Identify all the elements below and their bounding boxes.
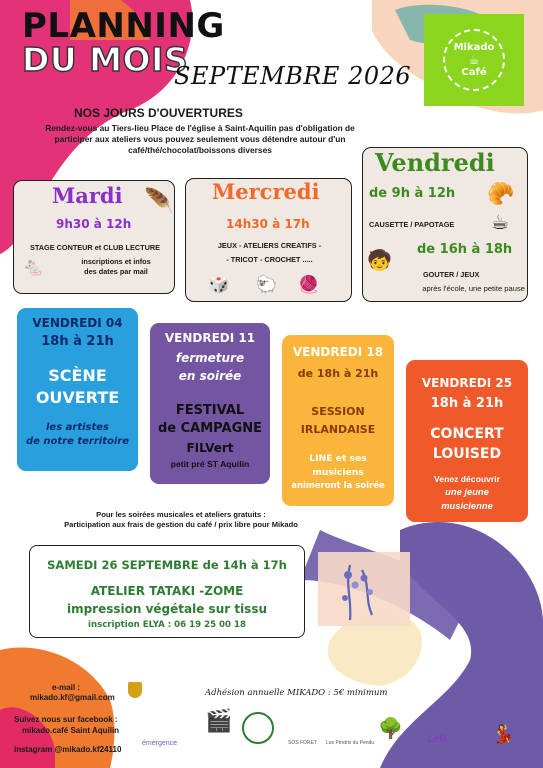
croissant-icon: 🥐 (487, 182, 515, 207)
event-desc-line1: LINE et ses (309, 453, 367, 464)
tree-icon: 🌳 (378, 718, 403, 740)
event-date: VENDREDI 18 (292, 345, 384, 359)
sheep-icon: 🐑 (256, 275, 278, 295)
event-date: VENDREDI 04 (32, 316, 123, 330)
dancers-icon: 💃 (492, 724, 515, 744)
vendredi-day: Vendredi (375, 148, 495, 177)
atelier-subtitle: impression végétale sur tissu (66, 602, 268, 616)
note-line1: Pour les soirées musicales et ateliers gratuits : (96, 510, 266, 519)
event-title-line2: IRLANDAISE (300, 423, 376, 436)
event-title-line1: SESSION (311, 405, 365, 418)
kids-icon: 🧒 (367, 248, 392, 272)
mercredi-day: Mercredi (212, 179, 320, 204)
instagram-link[interactable]: instagram @mikado.kf24110 (14, 745, 122, 754)
email-label: e-mail : (52, 683, 81, 692)
event-desc: petit pré ST Aquilin (170, 459, 250, 469)
month-title-outline: DU MOIS (22, 40, 189, 79)
event-desc-line3: musicienne (441, 500, 493, 511)
facebook-link[interactable]: mikado.café Saint Aquilin (22, 726, 120, 735)
event-title-line2: OUVERTE (35, 388, 120, 407)
flower-print (318, 552, 410, 626)
vendredi-afternoon-activity: GOUTER / JEUX (423, 270, 480, 279)
event-vendredi-04 (17, 308, 138, 471)
event-hours: de 18h à 21h (297, 367, 379, 380)
event-title-line2: LOUISED (432, 446, 502, 462)
event-date: VENDREDI 11 (164, 331, 256, 345)
partner-logo-perdrix: Les Perdrix du Pendu (326, 740, 375, 746)
vendredi-afternoon-hours: de 16h à 18h (417, 242, 513, 257)
storyteller-icon: 🐁 (22, 257, 45, 278)
partner-circle-logo (242, 712, 274, 744)
partner-logo-lefil: Lefil (428, 734, 447, 745)
event-hours: 18h à 21h (430, 396, 504, 411)
event-title-line2: de CAMPAGNE (157, 421, 262, 436)
event-desc-line2: musiciens (312, 467, 364, 478)
dice-icon: 🎲 (208, 275, 230, 295)
coffee-cup-icon: ☕ (468, 53, 480, 67)
logo-text-bottom: Café (461, 67, 487, 78)
craft-box-icon: 🧶 (298, 275, 320, 295)
planning-title: PLANNING (22, 6, 225, 46)
partner-logo-emergence: émergence (142, 740, 178, 747)
vendredi-morning-hours: de 9h à 12h (369, 186, 456, 201)
participation-note (0, 510, 362, 530)
mardi-day: Mardi (52, 183, 123, 208)
event-vendredi-18 (282, 335, 394, 506)
mikado-cafe-logo (424, 14, 524, 106)
atelier-title: ATELIER TATAKI -ZOME (90, 584, 244, 598)
atelier-date: SAMEDI 26 SEPTEMBRE de 14h à 17h (47, 558, 287, 572)
opening-days-title: NOS JOURS D'OUVERTURES (74, 106, 243, 120)
event-note-line2: en soirée (178, 369, 242, 383)
mercredi-activity-line2: - TRICOT - CROCHET ..... (226, 255, 313, 264)
atelier-box (29, 545, 305, 638)
event-title-line1: CONCERT (430, 426, 504, 442)
logo-text-top: Mikado (453, 42, 495, 53)
vendredi-morning-activity: CAUSETTE / PAPOTAGE (369, 220, 455, 229)
partner-logo-sos-foret: SOS FORET (288, 740, 317, 746)
event-vendredi-11 (150, 323, 270, 484)
event-desc-line2: de notre territoire (25, 436, 130, 447)
event-title-line1: SCÈNE (48, 366, 107, 385)
vendredi-afternoon-note: après l'école, une petite pause (422, 284, 525, 293)
mardi-info-line1: inscriptions et infos (81, 257, 151, 266)
feather-icon: 🪶 (144, 187, 174, 215)
event-title-line1: FESTIVAL (175, 403, 245, 418)
note-line2: Participation aux frais de gestion du café / prix libre pour Mikado (64, 520, 298, 529)
event-desc-line1: Venez découvrir (434, 474, 500, 484)
mardi-hours: 9h30 à 12h (56, 217, 132, 231)
event-date: VENDREDI 25 (421, 376, 513, 390)
month-name: SEPTEMBRE 2026 (174, 62, 412, 90)
event-desc-line3: animeront la soirée (291, 481, 385, 491)
shield-icon (128, 682, 142, 698)
membership-fee: Adhésion annuelle MIKADO : 5€ minimum (205, 688, 388, 698)
mardi-card (13, 180, 175, 294)
event-desc-line2: une jeune (445, 486, 489, 497)
mardi-info-line2: des dates par mail (84, 267, 148, 276)
vendredi-card (362, 147, 528, 302)
facebook-label: Suivez nous sur facebook : (14, 715, 118, 724)
event-hours: 18h à 21h (41, 334, 114, 349)
mercredi-card (185, 178, 352, 302)
event-desc-line1: les artistes (46, 422, 109, 433)
atelier-inscription: inscription ELYA : 06 19 25 00 18 (88, 620, 246, 630)
filmmaker-icon: 🎬 (205, 708, 233, 733)
mercredi-hours: 14h30 à 17h (226, 217, 310, 231)
event-title-line3: FILVert (186, 441, 234, 455)
logo-badge (443, 29, 505, 91)
email-link[interactable]: mikado.kf@gmail.com (30, 693, 115, 702)
event-note-line1: fermeture (175, 351, 245, 365)
event-vendredi-25 (406, 360, 528, 522)
intro-text: Rendez-vous au Tiers-lieu Place de l'église à Saint-Aquilin pas d'obligation de participer aux ateliers vous pouvez seulement vous détendre autour d'un café/thé/chocolat/boissons diverses (45, 123, 355, 155)
coffee-icon: ☕ (491, 210, 509, 234)
mercredi-activity-line1: JEUX - ATELIERS CREATIFS - (217, 241, 322, 250)
mardi-activity: STAGE CONTEUR et CLUB LECTURE (30, 243, 160, 252)
